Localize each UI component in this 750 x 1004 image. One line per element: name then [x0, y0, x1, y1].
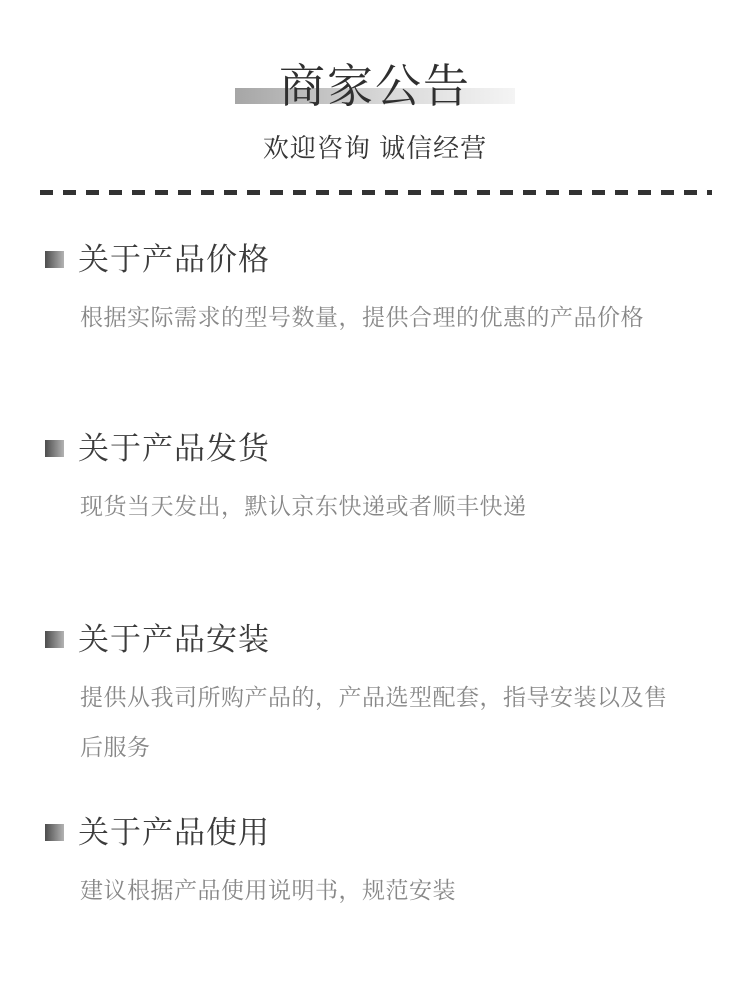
section-heading — [45, 241, 680, 278]
section-title: 关于产品价格 — [78, 242, 270, 277]
section-body: 建议根据产品使用说明书，规范安装 — [80, 877, 456, 903]
section-shipping — [45, 430, 680, 531]
square-bullet-icon — [45, 824, 64, 841]
section-title: 关于产品发货 — [78, 431, 270, 466]
section-body: 根据实际需求的型号数量，提供合理的优惠的产品价格 — [80, 304, 644, 330]
page-subtitle: 欢迎咨询 诚信经营 — [262, 133, 488, 163]
section-body: 提供从我司所购产品的，产品选型配套，指导安装以及售后服务 — [80, 684, 668, 760]
square-bullet-icon — [45, 631, 64, 648]
section-title: 关于产品安装 — [78, 622, 270, 657]
section-installation — [45, 621, 680, 772]
announcement-sections — [45, 241, 680, 915]
page-title-wrap — [0, 60, 750, 113]
section-price — [45, 241, 680, 342]
section-heading — [45, 430, 680, 467]
section-heading — [45, 814, 680, 851]
section-title: 关于产品使用 — [78, 815, 270, 850]
dashed-divider — [40, 190, 712, 195]
announcement-header — [0, 0, 750, 166]
section-body: 现货当天发出，默认京东快递或者顺丰快递 — [80, 493, 527, 519]
square-bullet-icon — [45, 440, 64, 457]
section-heading — [45, 621, 680, 658]
square-bullet-icon — [45, 251, 64, 268]
page-title: 商家公告 — [279, 60, 471, 112]
section-usage — [45, 814, 680, 915]
